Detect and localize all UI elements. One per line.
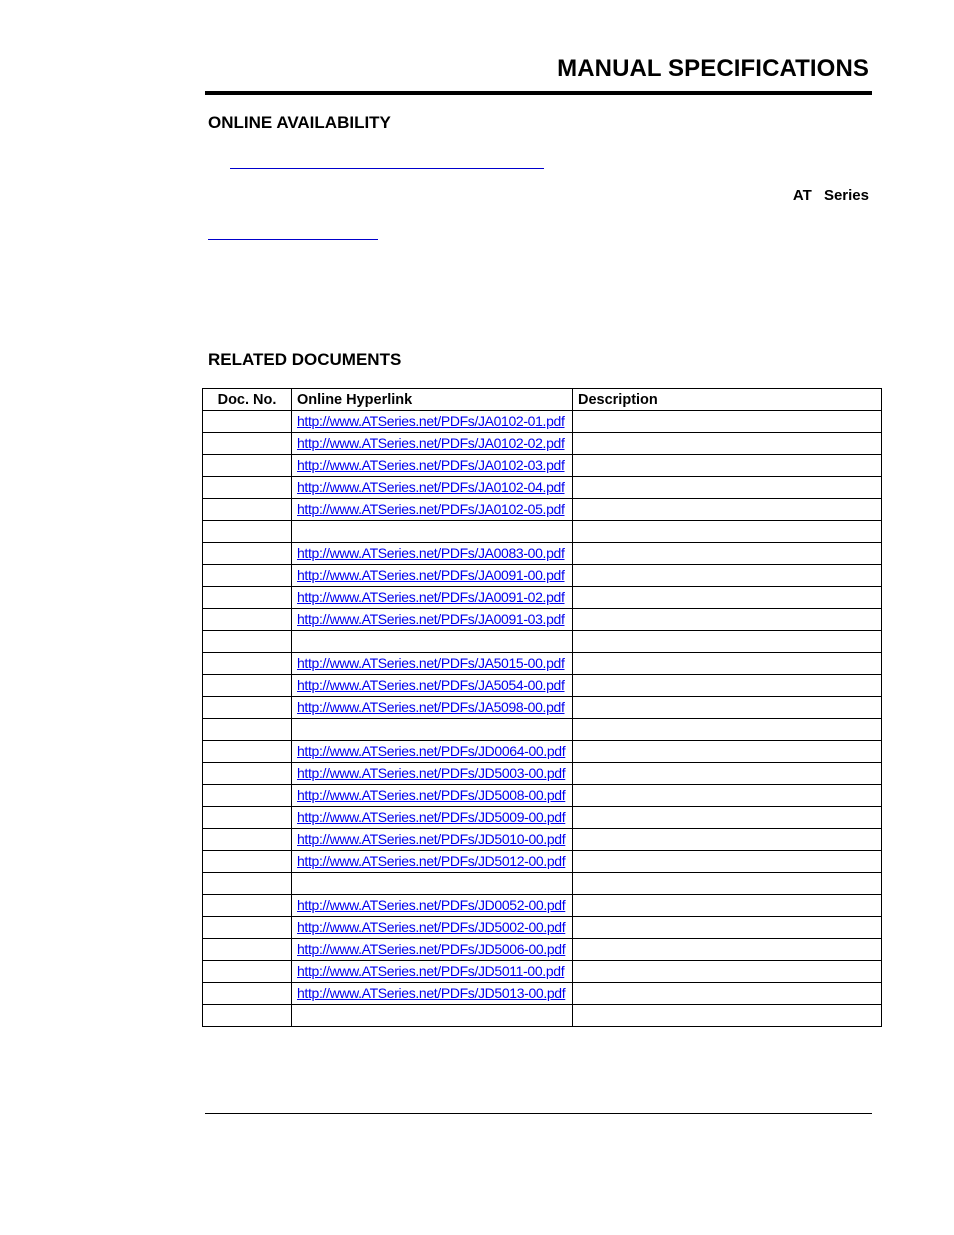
doc-no-cell (203, 543, 292, 565)
table-row (203, 829, 882, 851)
hyperlink-cell (292, 741, 573, 763)
hyperlink-cell (292, 895, 573, 917)
document-link[interactable]: http://www.ATSeries.net/PDFs/JD5010-00.pdf (297, 831, 566, 847)
doc-no-cell (203, 433, 292, 455)
hyperlink-cell (292, 631, 573, 653)
description-cell (573, 873, 882, 895)
hyperlink-cell (292, 653, 573, 675)
online-hyperlink-header: Online Hyperlink (292, 389, 573, 411)
table-row (203, 719, 882, 741)
title-rule (205, 91, 872, 95)
table-header-row (203, 389, 882, 411)
hyperlink-cell (292, 939, 573, 961)
doc-no-cell (203, 873, 292, 895)
related-documents-heading: RELATED DOCUMENTS (208, 350, 402, 369)
description-cell (573, 763, 882, 785)
description-cell (573, 917, 882, 939)
doc-no-cell (203, 697, 292, 719)
doc-no-cell (203, 763, 292, 785)
document-link[interactable]: http://www.ATSeries.net/PDFs/JD0064-00.pdf (297, 743, 566, 759)
doc-no-cell (203, 741, 292, 763)
table-row (203, 631, 882, 653)
description-cell (573, 609, 882, 631)
table-row (203, 565, 882, 587)
hyperlink-cell (292, 521, 573, 543)
description-cell (573, 785, 882, 807)
hyperlink-cell (292, 565, 573, 587)
description-cell (573, 1005, 882, 1027)
table-row (203, 587, 882, 609)
table-row (203, 961, 882, 983)
document-link[interactable]: http://www.ATSeries.net/PDFs/JD5009-00.pdf (297, 809, 566, 825)
hyperlink-cell (292, 587, 573, 609)
hyperlink-cell (292, 455, 573, 477)
table-row (203, 543, 882, 565)
hyperlink-cell (292, 763, 573, 785)
table-row (203, 807, 882, 829)
table-row (203, 851, 882, 873)
doc-no-cell (203, 477, 292, 499)
table-row (203, 653, 882, 675)
description-cell (573, 565, 882, 587)
doc-no-cell (203, 785, 292, 807)
document-link[interactable]: http://www.ATSeries.net/PDFs/JA5054-00.pdf (297, 677, 565, 693)
doc-no-cell (203, 829, 292, 851)
doc-no-cell (203, 983, 292, 1005)
table-row (203, 675, 882, 697)
document-link[interactable]: http://www.ATSeries.net/PDFs/JA0102-02.pdf (297, 435, 565, 451)
hyperlink-cell (292, 609, 573, 631)
description-cell (573, 477, 882, 499)
doc-no-cell (203, 895, 292, 917)
hyperlink-cell (292, 851, 573, 873)
doc-no-cell (203, 587, 292, 609)
table-row (203, 411, 882, 433)
doc-no-cell (203, 455, 292, 477)
hyperlink-cell (292, 807, 573, 829)
doc-no-cell (203, 961, 292, 983)
description-cell (573, 939, 882, 961)
description-cell (573, 543, 882, 565)
hyperlink-cell (292, 961, 573, 983)
description-cell (573, 499, 882, 521)
hyperlink-cell (292, 697, 573, 719)
page-title: MANUAL SPECIFICATIONS (557, 55, 869, 82)
hyperlink-cell (292, 499, 573, 521)
description-cell (573, 433, 882, 455)
table-row (203, 455, 882, 477)
hyperlink-cell (292, 675, 573, 697)
table-row (203, 983, 882, 1005)
document-link[interactable]: http://www.ATSeries.net/PDFs/JA0091-03.pdf (297, 611, 565, 627)
doc-no-cell (203, 499, 292, 521)
hyperlink-cell (292, 829, 573, 851)
description-cell (573, 983, 882, 1005)
document-link[interactable]: http://www.ATSeries.net/PDFs/JD5011-00.pdf (297, 963, 565, 979)
description-cell (573, 961, 882, 983)
document-link[interactable]: http://www.ATSeries.net/PDFs/JD0052-00.pdf (297, 897, 566, 913)
document-link[interactable]: http://www.ATSeries.net/PDFs/JA5098-00.pdf (297, 699, 565, 715)
document-link[interactable]: http://www.ATSeries.net/PDFs/JD5003-00.pdf (297, 765, 566, 781)
hyperlink-cell (292, 543, 573, 565)
blank-link-underline[interactable] (230, 168, 544, 169)
description-cell (573, 411, 882, 433)
table-row (203, 785, 882, 807)
document-link[interactable]: http://www.ATSeries.net/PDFs/JA5015-00.pdf (297, 655, 565, 671)
doc-no-cell (203, 653, 292, 675)
hyperlink-cell (292, 785, 573, 807)
doc-no-header: Doc. No. (203, 389, 292, 411)
document-link[interactable]: http://www.ATSeries.net/PDFs/JA0083-00.pdf (297, 545, 565, 561)
doc-no-cell (203, 411, 292, 433)
doc-no-cell (203, 631, 292, 653)
table-row (203, 917, 882, 939)
hyperlink-cell (292, 917, 573, 939)
hyperlink-cell (292, 983, 573, 1005)
document-link[interactable]: http://www.ATSeries.net/PDFs/JA0102-05.pdf (297, 501, 565, 517)
document-link[interactable]: http://www.ATSeries.net/PDFs/JA0102-04.pdf (297, 479, 565, 495)
document-link[interactable]: http://www.ATSeries.net/PDFs/JD5008-00.pdf (297, 787, 566, 803)
description-cell (573, 455, 882, 477)
table-row (203, 763, 882, 785)
doc-no-cell (203, 807, 292, 829)
hyperlink-cell (292, 433, 573, 455)
table-row (203, 499, 882, 521)
table-row (203, 477, 882, 499)
table-row (203, 1005, 882, 1027)
blank-link-underline[interactable] (208, 239, 378, 240)
footer-rule (205, 1113, 872, 1114)
document-link[interactable]: http://www.ATSeries.net/PDFs/JA0091-02.pdf (297, 589, 565, 605)
description-cell (573, 851, 882, 873)
doc-no-cell (203, 917, 292, 939)
doc-no-cell (203, 719, 292, 741)
description-cell (573, 697, 882, 719)
document-link[interactable]: http://www.ATSeries.net/PDFs/JD5013-00.pdf (297, 985, 566, 1001)
table-row (203, 521, 882, 543)
document-link[interactable]: http://www.ATSeries.net/PDFs/JA0102-03.pdf (297, 457, 565, 473)
description-cell (573, 587, 882, 609)
table-row (203, 895, 882, 917)
table-row (203, 697, 882, 719)
doc-no-cell (203, 1005, 292, 1027)
online-availability-heading: ONLINE AVAILABILITY (208, 113, 391, 132)
document-link[interactable]: http://www.ATSeries.net/PDFs/JD5002-00.pdf (297, 919, 566, 935)
description-cell (573, 675, 882, 697)
series-label: AT Series (792, 187, 869, 204)
document-link[interactable]: http://www.ATSeries.net/PDFs/JD5012-00.pdf (297, 853, 566, 869)
doc-no-cell (203, 939, 292, 961)
description-cell (573, 653, 882, 675)
document-link[interactable]: http://www.ATSeries.net/PDFs/JA0091-00.pdf (297, 567, 565, 583)
description-cell (573, 741, 882, 763)
hyperlink-cell (292, 1005, 573, 1027)
doc-no-cell (203, 675, 292, 697)
table-row (203, 873, 882, 895)
description-cell (573, 895, 882, 917)
table-row (203, 939, 882, 961)
document-link[interactable]: http://www.ATSeries.net/PDFs/JD5006-00.pdf (297, 941, 566, 957)
related-documents-table (202, 388, 882, 1027)
doc-no-cell (203, 609, 292, 631)
description-header: Description (573, 389, 882, 411)
document-link[interactable]: http://www.ATSeries.net/PDFs/JA0102-01.pdf (297, 413, 565, 429)
hyperlink-cell (292, 411, 573, 433)
table-row (203, 741, 882, 763)
description-cell (573, 807, 882, 829)
description-cell (573, 521, 882, 543)
description-cell (573, 829, 882, 851)
hyperlink-cell (292, 873, 573, 895)
table-row (203, 609, 882, 631)
doc-no-cell (203, 565, 292, 587)
hyperlink-cell (292, 719, 573, 741)
description-cell (573, 719, 882, 741)
doc-no-cell (203, 851, 292, 873)
hyperlink-cell (292, 477, 573, 499)
doc-no-cell (203, 521, 292, 543)
table-row (203, 433, 882, 455)
description-cell (573, 631, 882, 653)
